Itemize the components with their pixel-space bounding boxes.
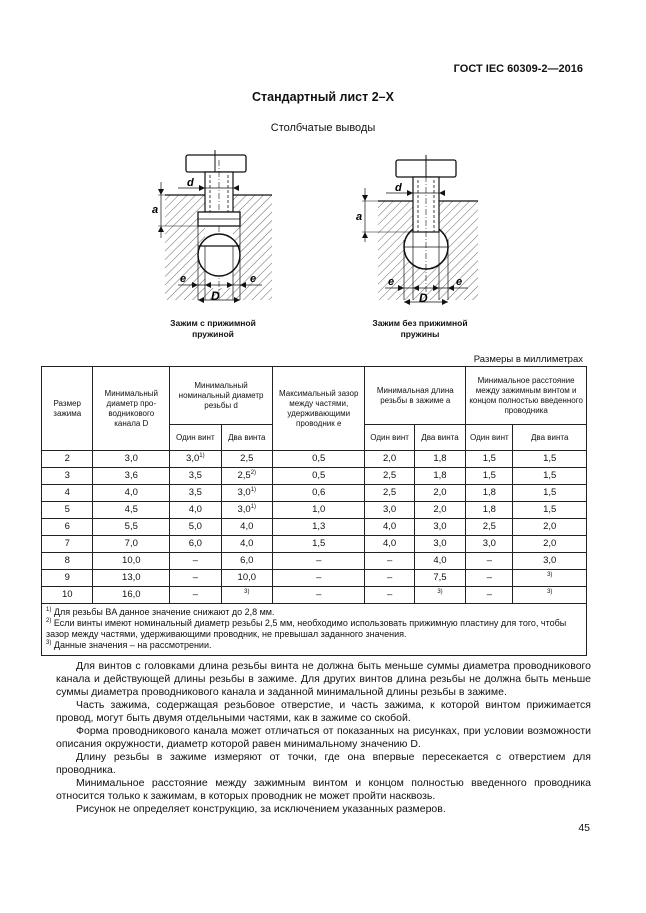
table-row: 6 5,5 5,0 4,0 1,3 4,0 3,0 2,5 2,0	[42, 519, 587, 536]
label-d: d	[187, 177, 194, 189]
standard-number: ГОСТ IEC 60309-2—2016	[453, 63, 583, 75]
page-number: 45	[578, 822, 590, 834]
units-note: Размеры в миллиметрах	[473, 354, 583, 365]
header-one-screw: Один винт	[170, 425, 221, 451]
page-title: Стандартный лист 2–X	[252, 90, 394, 104]
label-e: e	[180, 273, 187, 285]
terminal-figure	[0, 0, 646, 340]
header-one-screw: Один винт	[365, 425, 414, 451]
label-a: a	[152, 204, 159, 216]
label-a: a	[356, 211, 363, 223]
table-footnotes	[42, 604, 587, 656]
header-size: Размер зажима	[42, 367, 93, 451]
label-D: D	[419, 291, 428, 305]
paragraph: Минимальное расстояние между зажимным винтом и концом полностью введенного проводника относится только к зажимам, в которых проводник не может пройти насквозь.	[56, 777, 591, 802]
table-row: 10 16,0 – $^{3)}$ – – $^{3)}$ – $^{3)}$	[42, 587, 587, 604]
terminal-dimensions-table	[41, 366, 587, 656]
table-row: 9 13,0 – 10,0 – – 7,5 – $^{3)}$	[42, 570, 587, 587]
table-row: 7 7,0 6,0 4,0 1,5 4,0 3,0 3,0 2,0	[42, 536, 587, 553]
footnote: $^{3)}$ Данные значения – на рассмотрении.	[46, 640, 212, 650]
table-row: 5 4,5 4,0 3,0$^{1)}$ 1,0 3,0 2,0 1,8 1,5	[42, 502, 587, 519]
label-e: e	[250, 273, 257, 285]
header-two-screws: Два винта	[221, 425, 272, 451]
table-row: 3 3,6 3,5 2,5$^{2)}$ 0,5 2,5 1,8 1,5 1,5	[42, 468, 587, 485]
header-diameter: Минимальный диаметр про-водникового канала D	[93, 367, 170, 451]
header-distance: Минимальное расстояние между зажимным винтом и концом полностью введенного проводника	[466, 367, 587, 425]
label-d: d	[395, 182, 402, 194]
header-gap: Максимальный зазор между частями, удерживающими проводник e	[273, 367, 365, 451]
paragraph: Форма проводникового канала может отличаться от показанных на рисунках, при условии возможности описания окружности, диаметр которой равен минимальному значению D.	[56, 725, 591, 750]
terminal-without-spring-drawing	[356, 155, 478, 305]
footnote: $^{1)}$ Для резьбы BA данное значение снижают до 2,8 мм.	[46, 607, 275, 617]
paragraph: Длину резьбы в зажиме измеряют от точки, где она впервые пересекается с отверстием для проводника.	[56, 751, 591, 776]
table-row: 8 10,0 – 6,0 – – 4,0 – 3,0	[42, 553, 587, 570]
label-D: D	[211, 289, 220, 303]
body-text	[56, 660, 591, 816]
paragraph: Для винтов с головками длина резьбы винта не должна быть меньше суммы диаметра проводникового канала и действующей длины резьбы в зажиме. Для других винтов длина резьбы не должна быть меньше суммы диаметра проводникового канала и заданной минимальной длины резьбы в зажиме.	[56, 660, 591, 698]
header-two-screws: Два винта	[513, 425, 587, 451]
page-subtitle: Столбчатые выводы	[270, 122, 376, 134]
header-one-screw: Один винт	[466, 425, 513, 451]
table-row: 4 4,0 3,5 3,0$^{1)}$ 0,6 2,5 2,0 1,8 1,5	[42, 485, 587, 502]
label-e: e	[388, 276, 395, 288]
header-thread: Минимальный номинальный диаметр резьбы d	[170, 367, 273, 425]
label-e: e	[456, 276, 463, 288]
header-length: Минимальная длина резьбы в зажиме a	[365, 367, 466, 425]
header-two-screws: Два винта	[414, 425, 465, 451]
footnote: $^{2)}$ Если винты имеют номинальный диаметр резьбы 2,5 мм, необходимо использовать прижимную пластину для того, чтобы зазор между частями, удерживающими проводник, не превышал заданного значения.	[46, 618, 567, 639]
terminal-with-spring-drawing	[152, 150, 272, 303]
figure-caption-without-spring: Зажим без прижимной пружины	[372, 318, 468, 339]
figure-caption-with-spring: Зажим с прижимной пружиной	[170, 318, 256, 339]
paragraph: Часть зажима, содержащая резьбовое отверстие, и часть зажима, к которой винтом прижимается провод, могут быть двумя отдельными частями, как в зажиме со скобой.	[56, 699, 591, 724]
paragraph: Рисунок не определяет конструкцию, за исключением указанных размеров.	[76, 803, 446, 815]
table-row: 2 3,0 3,0$^{1)}$ 2,5 0,5 2,0 1,8 1,5 1,5	[42, 451, 587, 468]
